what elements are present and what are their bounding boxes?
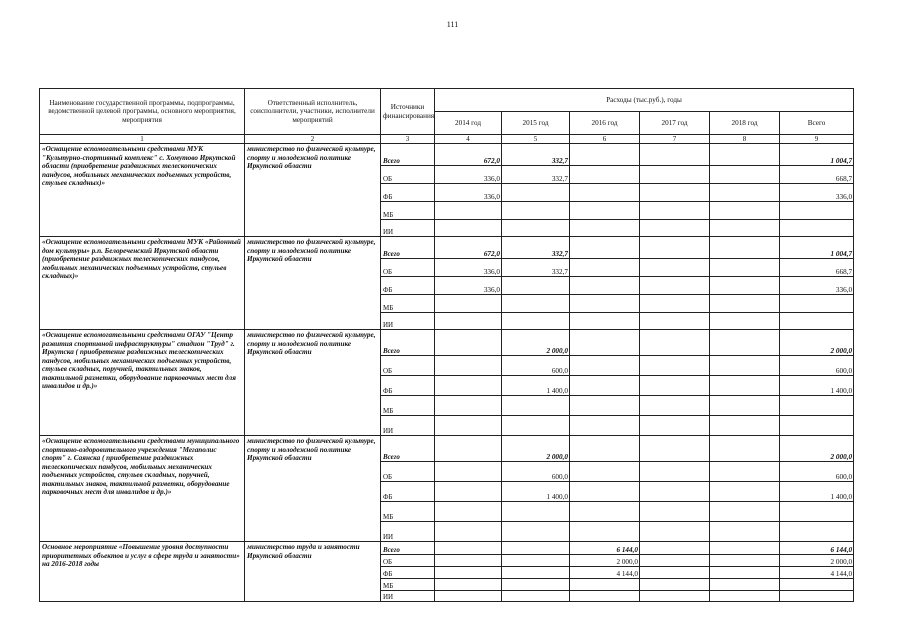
year-value: [640, 522, 710, 542]
year-value: [570, 237, 640, 259]
year-value: 672,0: [435, 144, 502, 166]
year-value: [640, 482, 710, 502]
year-value: [640, 313, 710, 330]
year-value: 1 400,0: [502, 376, 570, 396]
year-value: [710, 482, 780, 502]
year-value: [710, 591, 780, 602]
year-value: [710, 502, 780, 522]
funding-source: МБ: [381, 202, 435, 220]
year-value: [710, 202, 780, 220]
year-value: [435, 482, 502, 502]
funding-source: ИИ: [381, 591, 435, 602]
year-value: 332,7: [502, 237, 570, 259]
year-value: [570, 522, 640, 542]
column-number: 3: [381, 135, 435, 144]
funding-source: Всего: [381, 330, 435, 356]
year-value: [570, 502, 640, 522]
year-value: [640, 567, 710, 579]
funding-source: МБ: [381, 396, 435, 416]
year-value: 336,0: [435, 259, 502, 277]
table-row: [40, 436, 854, 462]
funding-source: ФБ: [381, 567, 435, 579]
year-value: 332,7: [502, 144, 570, 166]
total-value: [780, 396, 854, 416]
total-value: [780, 502, 854, 522]
year-value: [435, 220, 502, 237]
year-value: [435, 295, 502, 313]
year-value: [435, 542, 502, 555]
total-value: 600,0: [780, 462, 854, 482]
year-value: 4 144,0: [570, 567, 640, 579]
funding-source: ФБ: [381, 482, 435, 502]
table-body: [40, 144, 854, 602]
year-value: [640, 436, 710, 462]
year-value: [502, 277, 570, 295]
year-value: [710, 579, 780, 591]
responsible-executor: министерство по физической культуре, спорту и молодежной политике Иркутской области: [245, 237, 381, 330]
funding-source: ИИ: [381, 416, 435, 436]
year-value: [570, 144, 640, 166]
funding-source: ОБ: [381, 555, 435, 567]
total-value: 336,0: [780, 184, 854, 202]
table-row: [40, 237, 854, 259]
year-value: [570, 220, 640, 237]
total-value: [780, 591, 854, 602]
year-value: [502, 416, 570, 436]
year-value: [710, 436, 780, 462]
budget-table: [39, 88, 854, 602]
year-value: [710, 295, 780, 313]
year-value: [710, 567, 780, 579]
year-value: [640, 356, 710, 376]
year-value: [710, 277, 780, 295]
total-value: 1 400,0: [780, 376, 854, 396]
year-value: [570, 416, 640, 436]
funding-source: МБ: [381, 502, 435, 522]
activity-name: Основное мероприятие «Повышение уровня доступности приоритетных объектов и услуг в сфере труда и занятости» на 2016-2018 годы: [40, 542, 245, 602]
responsible-executor: министерство труда и занятости Иркутской области: [245, 542, 381, 602]
year-value: 1 400,0: [502, 482, 570, 502]
year-value: [502, 555, 570, 567]
year-value: [640, 330, 710, 356]
total-value: 1 400,0: [780, 482, 854, 502]
year-value: [710, 144, 780, 166]
header-expenses: Расходы (тыс.руб.), годы: [435, 89, 854, 112]
header-name: Наименование государственной программы, подпрограммы, ведомственной целевой программы, основного мероприятия, мероприятия: [40, 89, 245, 135]
column-number: 4: [435, 135, 502, 144]
year-value: [570, 462, 640, 482]
year-value: [570, 259, 640, 277]
year-value: [502, 184, 570, 202]
total-value: [780, 295, 854, 313]
total-value: 6 144,0: [780, 542, 854, 555]
total-value: 2 000,0: [780, 330, 854, 356]
year-value: [640, 237, 710, 259]
header-year: 2014 год: [435, 112, 502, 135]
year-value: [570, 184, 640, 202]
header-year: 2018 год: [710, 112, 780, 135]
total-value: [780, 202, 854, 220]
total-value: 1 004,7: [780, 237, 854, 259]
funding-source: Всего: [381, 237, 435, 259]
year-value: 336,0: [435, 184, 502, 202]
year-value: [502, 295, 570, 313]
year-value: [435, 396, 502, 416]
column-number: 7: [640, 135, 710, 144]
year-value: 332,7: [502, 166, 570, 184]
year-value: 332,7: [502, 259, 570, 277]
year-value: [570, 356, 640, 376]
year-value: [640, 462, 710, 482]
year-value: [435, 555, 502, 567]
column-number: 2: [245, 135, 381, 144]
total-value: [780, 522, 854, 542]
activity-name: «Оснащение вспомогательными средствами муниципального спортивно-оздоровительного учреждения "Мегаполис спорт" г. Саянска ( приобретение раздвижных телескопических пандусов, мобильных механических подъемных устройств, стульев складных, поручней, тактильных знаков, тактильной разметки, оборудование парковочных мест для инвалидов и др.)»: [40, 436, 245, 542]
year-value: [502, 202, 570, 220]
year-value: [435, 330, 502, 356]
year-value: [435, 462, 502, 482]
year-value: 600,0: [502, 356, 570, 376]
year-value: 6 144,0: [570, 542, 640, 555]
activity-name: «Оснащение вспомогательными средствами МУК "Культурно-спортивный комплекс" с. Хомутово Иркутской области (приобретение раздвижных телескопических пандусов, мобильных механических подъемных устройств, стульев складных)»: [40, 144, 245, 237]
total-value: 668,7: [780, 259, 854, 277]
year-value: [435, 356, 502, 376]
total-value: 336,0: [780, 277, 854, 295]
activity-name: «Оснащение вспомогательными средствами МУК «Районный дом культуры» р.п. Белореченский Иркутской области (приобретение раздвижных телескопических пандусов, мобильных механических подъемных устройств, стульев складных)»: [40, 237, 245, 330]
year-value: [710, 330, 780, 356]
total-value: [780, 579, 854, 591]
year-value: [710, 376, 780, 396]
year-value: [570, 579, 640, 591]
year-value: [640, 166, 710, 184]
year-value: [570, 482, 640, 502]
year-value: [502, 542, 570, 555]
year-value: 672,0: [435, 237, 502, 259]
responsible-executor: министерство по физической культуре, спорту и молодежной политике Иркутской области: [245, 436, 381, 542]
year-value: [435, 416, 502, 436]
year-value: [570, 277, 640, 295]
funding-source: ОБ: [381, 356, 435, 376]
year-value: [502, 396, 570, 416]
year-value: [710, 542, 780, 555]
year-value: [710, 462, 780, 482]
year-value: [502, 579, 570, 591]
year-value: [640, 144, 710, 166]
year-value: [570, 313, 640, 330]
funding-source: ОБ: [381, 166, 435, 184]
year-value: [435, 436, 502, 462]
year-value: [502, 313, 570, 330]
header-responsible: Ответственный исполнитель, соисполнители, участники, исполнители мероприятий: [245, 89, 381, 135]
year-value: [710, 237, 780, 259]
total-value: 1 004,7: [780, 144, 854, 166]
year-value: 2 000,0: [502, 436, 570, 462]
year-value: [640, 579, 710, 591]
year-value: [640, 396, 710, 416]
year-value: [710, 396, 780, 416]
funding-source: ФБ: [381, 376, 435, 396]
year-value: [710, 522, 780, 542]
year-value: [710, 166, 780, 184]
funding-source: Всего: [381, 144, 435, 166]
year-value: 2 000,0: [570, 555, 640, 567]
funding-source: ФБ: [381, 277, 435, 295]
year-value: [710, 416, 780, 436]
header-source: Источники финансирования: [381, 89, 435, 135]
year-value: [710, 356, 780, 376]
year-value: [710, 313, 780, 330]
funding-source: ОБ: [381, 259, 435, 277]
year-value: [435, 202, 502, 220]
total-value: [780, 416, 854, 436]
year-value: [570, 396, 640, 416]
year-value: [502, 591, 570, 602]
header-year: 2017 год: [640, 112, 710, 135]
year-value: [640, 555, 710, 567]
activity-name: «Оснащение вспомогательными средствами ОГАУ "Центр развития спортивной инфраструктуры" стадион "Труд" г. Иркутска ( приобретение раздвижных телескопических пандусов, мобильных механических подъемных устройств, стульев складных, поручней, тактильных знаков, тактильной разметки, оборудование парковочных мест для инвалидов и др.)»: [40, 330, 245, 436]
funding-source: Всего: [381, 436, 435, 462]
table-row: [40, 330, 854, 356]
year-value: [710, 259, 780, 277]
responsible-executor: министерство по физической культуре, спорту и молодежной политике Иркутской области: [245, 330, 381, 436]
year-value: [570, 166, 640, 184]
page-number: 111: [446, 20, 459, 29]
year-value: [640, 259, 710, 277]
total-value: [780, 313, 854, 330]
year-value: 600,0: [502, 462, 570, 482]
year-value: [570, 202, 640, 220]
year-value: [570, 295, 640, 313]
funding-source: ОБ: [381, 462, 435, 482]
year-value: [640, 502, 710, 522]
year-value: 336,0: [435, 277, 502, 295]
table-row: [40, 144, 854, 166]
year-value: [640, 295, 710, 313]
header-total: Всего: [780, 112, 854, 135]
header-year: 2015 год: [502, 112, 570, 135]
year-value: [435, 579, 502, 591]
year-value: [710, 184, 780, 202]
total-value: 668,7: [780, 166, 854, 184]
header-year: 2016 год: [570, 112, 640, 135]
year-value: [502, 522, 570, 542]
year-value: [435, 567, 502, 579]
year-value: [640, 202, 710, 220]
year-value: [640, 220, 710, 237]
funding-source: ИИ: [381, 313, 435, 330]
year-value: [435, 502, 502, 522]
funding-source: МБ: [381, 295, 435, 313]
year-value: [640, 591, 710, 602]
year-value: [435, 313, 502, 330]
year-value: [640, 542, 710, 555]
column-number: 1: [40, 135, 245, 144]
column-number: 5: [502, 135, 570, 144]
year-value: 2 000,0: [502, 330, 570, 356]
year-value: [502, 502, 570, 522]
total-value: 4 144,0: [780, 567, 854, 579]
funding-source: ИИ: [381, 220, 435, 237]
total-value: 2 000,0: [780, 555, 854, 567]
year-value: [640, 277, 710, 295]
column-number: 9: [780, 135, 854, 144]
year-value: [502, 220, 570, 237]
year-value: [570, 376, 640, 396]
year-value: [710, 220, 780, 237]
table-row: [40, 542, 854, 555]
year-value: [435, 591, 502, 602]
funding-source: МБ: [381, 579, 435, 591]
year-value: [640, 376, 710, 396]
year-value: [640, 184, 710, 202]
funding-source: Всего: [381, 542, 435, 555]
total-value: 2 000,0: [780, 436, 854, 462]
year-value: [640, 416, 710, 436]
column-number: 8: [710, 135, 780, 144]
year-value: 336,0: [435, 166, 502, 184]
year-value: [570, 591, 640, 602]
year-value: [570, 330, 640, 356]
funding-source: ФБ: [381, 184, 435, 202]
funding-source: ИИ: [381, 522, 435, 542]
total-value: 600,0: [780, 356, 854, 376]
year-value: [435, 522, 502, 542]
year-value: [502, 567, 570, 579]
responsible-executor: министерство по физической культуре, спорту и молодежной политике Иркутской области: [245, 144, 381, 237]
year-value: [435, 376, 502, 396]
column-number: 6: [570, 135, 640, 144]
year-value: [710, 555, 780, 567]
total-value: [780, 220, 854, 237]
year-value: [570, 436, 640, 462]
